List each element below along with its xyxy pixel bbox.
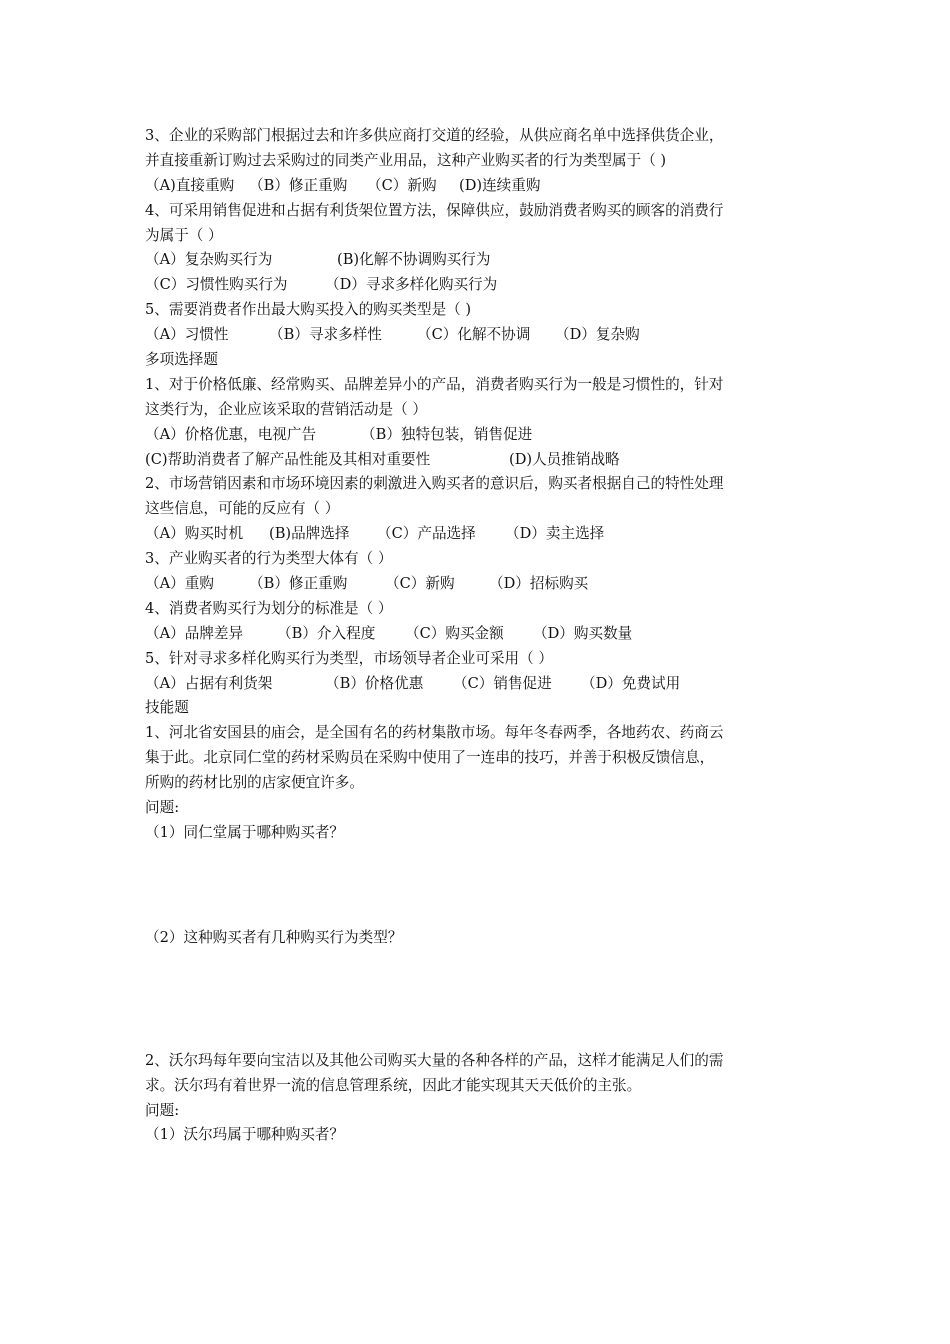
question-multi-1: [145, 373, 825, 473]
answer-space: [145, 846, 825, 926]
case-text-line: 集于此。北京同仁堂的药材采购员在采购中使用了一连串的技巧，并善于积极反馈信息，: [145, 749, 715, 767]
option-a: （A）占据有利货架: [145, 674, 273, 692]
question-multi-4: [145, 597, 825, 647]
option-d: (D)人员推销战略: [509, 450, 620, 468]
option-b: （B）寻求多样性: [269, 326, 382, 344]
option-row: [145, 448, 825, 473]
option-d: （D）购买数量: [533, 624, 633, 642]
case-study-1: [145, 721, 825, 1048]
option-row: [145, 522, 825, 547]
option-a: （A）习惯性: [145, 326, 229, 344]
question-stem-line: 为属于（ ）: [145, 226, 223, 244]
option-d: （D）寻求多样化购买行为: [325, 276, 498, 294]
option-b: (B)化解不协调购买行为: [337, 251, 491, 269]
question-single-5: [145, 298, 825, 348]
question-multi-3: [145, 547, 825, 597]
case-text-line: 1、河北省安国县的庙会，是全国有名的药材集散市场。每年冬春两季，各地药农、药商云: [145, 724, 724, 742]
option-d: （D）招标购买: [489, 575, 589, 593]
option-c: （C）新购: [367, 176, 437, 194]
option-d: （D）免费试用: [581, 674, 681, 692]
question-single-4: [145, 199, 825, 299]
option-row: [145, 572, 825, 597]
option-b: （B）独特包装，销售促进: [361, 425, 533, 443]
section-heading-skill: 技能题: [145, 699, 189, 717]
option-c: （C）新购: [385, 575, 455, 593]
question-stem-line: 这类行为，企业应该采取的营销活动是（ ）: [145, 400, 427, 418]
option-row: [145, 622, 825, 647]
option-c: （C）习惯性购买行为: [145, 276, 288, 294]
option-b: （B）修正重购: [249, 575, 348, 593]
question-stem-line: 3、产业购买者的行为类型大体有（ ）: [145, 550, 393, 568]
option-row: [145, 174, 825, 199]
question-stem-line: 4、消费者购买行为划分的标准是（ ）: [145, 599, 393, 617]
question-multi-5: [145, 647, 825, 697]
option-c: （C）购买金额: [405, 624, 504, 642]
option-a: （A）价格优惠，电视广告: [145, 425, 317, 443]
question-multi-2: [145, 472, 825, 547]
sub-question-2: （2）这种购买者有几种购买行为类型？: [145, 928, 403, 946]
option-d: （D）卖主选择: [505, 525, 605, 543]
option-a: （A）重购: [145, 575, 214, 593]
answer-space: [145, 951, 825, 1049]
option-b: （B）修正重购: [249, 176, 348, 194]
option-a: （A）复杂购买行为: [145, 251, 273, 269]
question-stem-line: 并直接重新订购过去采购过的同类产业用品，这种产业购买者的行为类型属于（ ): [145, 151, 667, 169]
option-row: [145, 248, 825, 273]
question-stem-line: 2、市场营销因素和市场环境因素的刺激进入购买者的意识后，购买者根据自己的特性处理: [145, 475, 724, 493]
option-c: （C）产品选择: [377, 525, 476, 543]
sub-question-1: （1）同仁堂属于哪种购买者？: [145, 823, 345, 841]
option-row: [145, 672, 825, 697]
option-b: (B)品牌选择: [269, 525, 350, 543]
case-text-line: 求。沃尔玛有着世界一流的信息管理系统，因此才能实现其天天低价的主张。: [145, 1076, 642, 1094]
option-a: （A)直接重购: [145, 176, 235, 194]
case-text-line: 2、沃尔玛每年要向宝洁以及其他公司购买大量的各种各样的产品，这样才能满足人们的需: [145, 1051, 724, 1069]
case-study-2: [145, 1049, 825, 1149]
option-c: （C）化解不协调: [417, 326, 531, 344]
option-row: [145, 423, 825, 448]
option-b: （B）介入程度: [277, 624, 376, 642]
option-b: （B）价格优惠: [325, 674, 424, 692]
section-heading-multi: 多项选择题: [145, 351, 218, 369]
question-label: 问题:: [145, 799, 180, 817]
question-single-3: [145, 124, 825, 199]
option-c: （C）销售促进: [453, 674, 552, 692]
option-row: [145, 273, 825, 298]
case-text-line: 所购的药材比别的店家便宜许多。: [145, 774, 364, 792]
question-stem-line: 3、企业的采购部门根据过去和许多供应商打交道的经验，从供应商名单中选择供货企业，: [145, 127, 724, 144]
option-a: （A）品牌差异: [145, 624, 244, 642]
option-d: （D）复杂购: [555, 326, 640, 344]
question-stem-line: 5、针对寻求多样化购买行为类型，市场领导者企业可采用（ ）: [145, 649, 553, 667]
option-c: (C)帮助消费者了解产品性能及其相对重要性: [145, 450, 431, 468]
question-stem-line: 1、对于价格低廉、经常购买、品牌差异小的产品，消费者购买行为一般是习惯性的，针对: [145, 375, 724, 393]
option-d: (D)连续重购: [459, 176, 541, 194]
option-a: （A）购买时机: [145, 525, 244, 543]
option-row: [145, 323, 825, 348]
question-label: 问题:: [145, 1101, 180, 1119]
question-stem-line: 5、需要消费者作出最大购买投入的购买类型是（ ): [145, 301, 472, 319]
document-body: [145, 124, 825, 1148]
question-stem-line: 4、可采用销售促进和占据有利货架位置方法，保障供应，鼓励消费者购买的顾客的消费行: [145, 201, 724, 219]
sub-question-1: （1）沃尔玛属于哪种购买者？: [145, 1126, 345, 1144]
question-stem-line: 这些信息，可能的反应有（ ）: [145, 500, 340, 518]
